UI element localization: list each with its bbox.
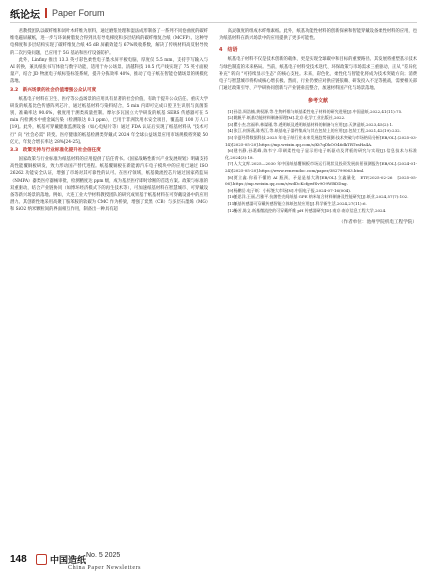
reference-item xyxy=(219,201,417,208)
reference-number: [3] xyxy=(227,121,234,127)
reference-number: [5] xyxy=(227,135,234,140)
reference-text: 建书静,孙葛峰,陈韦宁.印刷柔性电子显示用电子纸驱动及背板的研究与实现[J].信息技术与标准化,2024(3):18. xyxy=(225,148,417,160)
page-footer xyxy=(10,547,417,573)
subsection-heading: 3.2 新兴场景的社会价值增强公众认可度 xyxy=(10,87,97,93)
subsection-heading: 3.3 政策支持与行业标准化提升社会信任度 xyxy=(10,148,101,154)
reference-item xyxy=(219,194,417,201)
right-column xyxy=(219,28,417,226)
logo-mark-icon xyxy=(36,554,47,565)
reference-number: [7] xyxy=(227,161,234,167)
reference-number: [9] xyxy=(227,187,234,193)
reference-text: 辛夏经得数据科技.2025 年电子纸行业未来发展趋势预测:技术突破与市场格局分析[EB/OL].(2025-03-14)[2025-05-20].https://mp.weixin.qq.com/s/Kt7qDkOO46dkTRTraHa4A. xyxy=(225,135,417,147)
reference-text: 张江,何界燕,陈秀江,等.纸基电子器件集成与其在包装上的应用[J].包装工程,2021,42(19):232. xyxy=(233,128,401,134)
reference-number: [8] xyxy=(227,174,234,180)
reference-number: [2] xyxy=(227,115,234,121)
magazine-name-en: China Paper Newsletters xyxy=(68,565,142,571)
reference-item xyxy=(219,135,417,148)
reference-number: [10] xyxy=(227,194,236,200)
reference-number: [11] xyxy=(227,200,236,206)
header-rule xyxy=(10,22,417,23)
reference-number: [4] xyxy=(227,128,234,134)
header-divider xyxy=(45,8,47,18)
paragraph: 纸基电子材料不仅是技术创新的载体，更是实现全球碳中和目标的重要路径。其发展将重塑基示技术与绿色制造的未来格局。当前，纸基电子材料受技术迭代、环保政策与市场需求三重驱动，正从 "差异化补充" 转向 "可持续显示生态" 的核心支柱。未来，彩色化、柔性化与智能化将成为技术突破方向；消费电子与智慧城市将构成核心增长极。然而，行业仍要应对供应链依赖、研发投入不足等挑战，需要相关部门通过政策引导、产学研协同创新与产业链垂直整合，加速材料国产化与场景落地。 xyxy=(219,57,417,92)
references-title: 参考文献 xyxy=(307,98,328,105)
reference-text: 贾立鑫.你看不懂的 AI 瓶颈，矛是是基大海[EB/OL].立鑫量化 ETF,2025-02-26 [2025-05-06].https://mp.weixin.qq.com/s/wdDcKcfgwfSv9O9WBDDng. xyxy=(225,174,417,187)
reference-text: 瞿小杰,宫福举,林谋瑾,等.透明纸及透明纸基材料的制备与应用[J].天津造纸,2023,45(2):1. xyxy=(233,121,394,127)
reference-item xyxy=(219,115,417,122)
reference-number: [6] xyxy=(227,148,234,154)
issue-number: No. 5 2025 xyxy=(86,552,121,559)
paragraph: 高灵敏度的组成水纤维素纸。此外，纸基功能性材料的创新探索和智能穿戴设备柔性材料的应用，也为纸基材料在新兴场景中的应用提供了更多可能性。 xyxy=(219,29,417,42)
paragraph: 纸基电子材料在卫生、医疗等公益场景的应用具有显著的社会价值，有助于提升公众信任。重庆大学研发的纸基比色传感阵列芯片，通过纸基材料与染料结合，5 min 内即可完成口腔卫生识别与真菌鉴别，准确率达 90.6%，极度用于测类质量控制。摩尔多瓦国立大学研发的纸基 SERS 传感器可在 5 min 内检测水中重金属污染（检测限达 0.1 ppm），已用于非洲饮用水安全项目，覆盖超 100 万人口[19]。此外，纸基可穿戴健康监测设备（如心电贴片等）通过 FDA 认证后实现了纸基材料从 "技术可行" 向 "社会必需" 转变。医疗健康的纸基检测类穿戴式 2024 年全球公益场景应用市场规模将突破 50 亿元，年复合增长率达 28%[24-25]。 xyxy=(10,96,208,145)
section-heading: 4 结语 xyxy=(219,47,238,54)
reference-text: 杨芳,陈义.纸基微流控的可穿戴纤维 pH 传感器研究[D].南京:南京信息工程大学,2024. xyxy=(233,207,387,213)
reference-text: 姚帆平.纸基功能材料制备原理[M].北京:化学工业出版社,2022. xyxy=(233,115,346,121)
paragraph: 此外，Linfiny 推出 13.3 英寸彩色柔性电子墨水屏平板电脑，厚度仅 5.5 mm，支持手写输入与 AI 转换，兼具纸张书写体验与数字功能，适用于办公场景。清越科技 10.5 代产线实现了 75 英寸面板量产，结合 JD 物流电子纸标签标签系统，提升分拣效率 40%，推动了电子纸在智能仓储场景的规模化落地。 xyxy=(10,57,208,85)
left-column xyxy=(10,28,208,214)
author-affiliation: （作者单位：池州学院机电工程学院） xyxy=(338,220,417,226)
magazine-name: 中国造纸 xyxy=(50,556,87,566)
section-subtitle: Paper Forum xyxy=(52,8,105,18)
running-header xyxy=(10,6,417,20)
reference-text: 纸基传感器可穿戴传感智能立体纸包装应用[J].科学新生活,2024,27(11):6. xyxy=(233,200,367,206)
reference-text: 人大文库.2025—2030 年中国纸基覆铜板市场运行现状及投资发展前景预测报告[EB/OL].(2024-01-24)[2025-05-20].https://www.renrendoc.com/paper/382799063.html. xyxy=(225,161,417,173)
paragraph: 君教授团队以碳纤维和闭叶木纤维为原料，通过磨浆处理和湿法成形制备了一系列不同卷曲度的碳纤维电磁屏蔽纸，进一步与环氧树脂复合得到具有导电梯度和多层结构的碳纤维复合纸（MCFP）。这种导电梯度和多层结构实现了碳纤维复合纸 45 dB 屏蔽效能与 67%吸收系数，解决了传统材料高反射导致的二次污染问题，已应用于 5G 基站和医疗设备防护。 xyxy=(10,29,208,56)
section-title: 纸论坛 xyxy=(10,9,40,21)
reference-number: [1] xyxy=(227,108,234,114)
reference-item xyxy=(219,128,417,135)
reference-list xyxy=(219,109,417,215)
reference-item xyxy=(219,208,417,215)
reference-item xyxy=(219,148,417,161)
paragraph: 国家政策与行业标准为纸基材料的应用提供了信任背书。《国家战略性新兴产业发展规划》明确支持高性能覆铜板研发，致力形动国产替代进程。纸基覆铜板在新能源汽车电子模块中的应用已通过 ISO 26262 功能安全认证，增强了市场对其可靠性的认可。在医疗领域，纸基微流控芯片通过国家药监局（NMPA）器类医疗器械审批，检测精度达 ppm 级，成为基层医疗即时诊断的首选方案。政策与标准的双重驱动，结合产业链协同（如博环经济模式下的再生技术等），可加速纸基材料在智慧城市、可穿戴设备等新兴场景的落地。例如，大连工业大学材料教授团队的研究成果基于纸基材料在可穿戴设备中的应用潜力。其创新性地采用高聚丁胺苯胺的软碳为 CMC 作为桥梁，增强了炭黑（CB）与多层石墨烯（MG）和 SiO2 纳米颗粒间的界面相互作用，制备出一种具有超 xyxy=(10,157,208,213)
reference-text: 孙浩,周浩楠,黄权源,等.生物纤维与纸基柔性电子材料的研究进展[J].中国造纸,2022,41(11):75. xyxy=(233,108,403,114)
reference-text: 任思洋,王丽,吕雅平.抗菌性壳间纸基 GPE 纳米复合材料制备及性能研究[J].纸业,2024,57(7):102. xyxy=(233,194,409,200)
reference-text: 杨鹏岳.电子纸：小标签大市场[N].中国电子报,2024-07-16(004). xyxy=(233,187,352,193)
reference-item xyxy=(219,161,417,174)
reference-number: [12] xyxy=(227,207,236,213)
page-number: 148 xyxy=(10,554,27,565)
reference-item xyxy=(219,175,417,188)
